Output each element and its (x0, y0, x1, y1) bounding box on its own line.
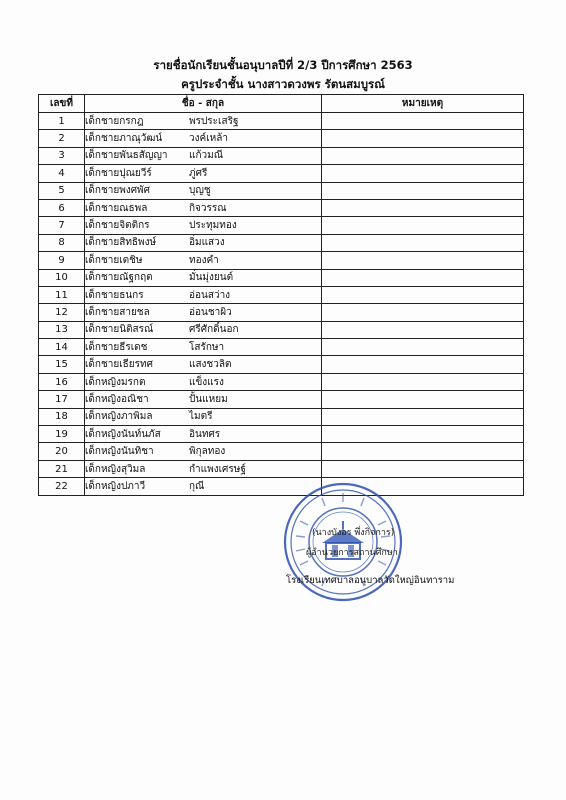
student-remark (322, 391, 524, 408)
student-name-cell (85, 113, 322, 130)
student-name-cell (85, 182, 322, 199)
table-row (39, 182, 524, 199)
student-remark (322, 165, 524, 182)
student-name-cell (85, 269, 322, 286)
student-number: 15 (39, 356, 85, 373)
student-number: 7 (39, 217, 85, 234)
student-number: 22 (39, 478, 85, 495)
student-number: 19 (39, 426, 85, 443)
table-row (39, 478, 524, 495)
student-last-name: มั่นมุ่งยนต์ (189, 272, 234, 284)
student-first-name: เด็กชายจิตติกร (85, 220, 150, 232)
student-first-name: เด็กหญิงปภาวี (85, 480, 146, 492)
student-remark (322, 234, 524, 251)
student-name-cell (85, 373, 322, 390)
student-number: 6 (39, 199, 85, 216)
student-remark (322, 443, 524, 460)
student-first-name: เด็กหญิงภาพิมล (85, 411, 153, 423)
table-row (39, 234, 524, 251)
student-name-cell (85, 286, 322, 303)
student-first-name: เด็กชายณธพล (85, 202, 148, 214)
student-first-name: เด็กชายสายชล (85, 306, 150, 318)
student-number: 9 (39, 252, 85, 269)
student-name-cell (85, 321, 322, 338)
student-last-name: อิ่มแสวง (189, 237, 225, 249)
student-last-name: วงค์เหล้า (189, 133, 228, 145)
student-last-name: อินทศร (189, 428, 221, 440)
table-row (39, 408, 524, 425)
table-row (39, 443, 524, 460)
table-row (39, 339, 524, 356)
student-first-name: เด็กชายธนกร (85, 289, 144, 301)
student-remark (322, 269, 524, 286)
student-number: 20 (39, 443, 85, 460)
student-first-name: เด็กชายปุณยวีร์ (85, 167, 152, 179)
document-title: รายชื่อนักเรียนชั้นอนุบาลปีที่ 2/3 ปีการศึกษา 2563 (153, 58, 413, 72)
table-row (39, 356, 524, 373)
student-last-name: ทองคำ (189, 254, 219, 266)
student-last-name: อ่อนสว่าง (189, 289, 231, 301)
student-last-name: โสรักษา (189, 341, 225, 353)
student-name-cell (85, 460, 322, 477)
student-number: 5 (39, 182, 85, 199)
student-remark (322, 182, 524, 199)
student-last-name: อ่อนชาผิว (189, 306, 232, 318)
student-last-name: ภู่ศรี (189, 167, 208, 179)
student-number: 17 (39, 391, 85, 408)
student-number: 2 (39, 130, 85, 147)
student-remark (322, 252, 524, 269)
student-first-name: เด็กชายพงศพัศ (85, 185, 150, 197)
student-last-name: ปั้นแหยม (189, 393, 228, 405)
student-number: 3 (39, 147, 85, 164)
student-last-name: แก้วมณี (189, 150, 223, 162)
student-number: 4 (39, 165, 85, 182)
student-remark (322, 286, 524, 303)
student-name-cell (85, 339, 322, 356)
student-number: 11 (39, 286, 85, 303)
student-number: 13 (39, 321, 85, 338)
student-first-name: เด็กชายพันธสัญญา (85, 150, 168, 162)
table-row (39, 147, 524, 164)
student-first-name: เด็กชายธีรเดช (85, 341, 148, 353)
column-header-remark: หมายเหตุ (322, 95, 524, 113)
table-row (39, 460, 524, 477)
table-row (39, 391, 524, 408)
table-row (39, 165, 524, 182)
table-row (39, 269, 524, 286)
student-name-cell (85, 443, 322, 460)
student-last-name: แข็งแรง (189, 376, 224, 388)
table-row (39, 217, 524, 234)
student-roster-table (38, 94, 524, 496)
student-last-name: กำแพงเศรษฐ์ (189, 463, 246, 475)
student-remark (322, 339, 524, 356)
student-remark (322, 460, 524, 477)
student-first-name: เด็กหญิงอณิชา (85, 393, 149, 405)
student-name-cell (85, 252, 322, 269)
student-last-name: แสงชวลิต (189, 359, 232, 371)
signatory-name: (นางบังอร พึ่งกิจการ) (312, 528, 395, 538)
roster-body (39, 113, 524, 496)
student-remark (322, 373, 524, 390)
student-last-name: ไมตรี (189, 411, 213, 423)
student-name-cell (85, 391, 322, 408)
student-number: 12 (39, 304, 85, 321)
table-row (39, 321, 524, 338)
school-name: โรงเรียนเทศบาลอนุบาลวัดใหญ่อินทาราม (286, 575, 455, 586)
student-first-name: เด็กชายภาณุวัฒน์ (85, 133, 163, 145)
student-first-name: เด็กหญิงนันทิชา (85, 446, 154, 458)
student-first-name: เด็กชายณัฐกฤต (85, 272, 153, 284)
student-name-cell (85, 217, 322, 234)
student-last-name: กิจวรรณ (189, 202, 227, 214)
student-remark (322, 321, 524, 338)
student-number: 14 (39, 339, 85, 356)
student-first-name: เด็กชายสิทธิพงษ์ (85, 237, 157, 249)
student-remark (322, 356, 524, 373)
student-name-cell (85, 130, 322, 147)
student-last-name: ประทุมทอง (189, 220, 237, 232)
table-row (39, 130, 524, 147)
student-name-cell (85, 165, 322, 182)
student-last-name: พรประเสริฐ (189, 115, 239, 127)
student-name-cell (85, 147, 322, 164)
signatory-position: ผู้อำนวยการสถานศึกษา (306, 548, 398, 558)
student-name-cell (85, 426, 322, 443)
student-number: 16 (39, 373, 85, 390)
student-remark (322, 147, 524, 164)
homeroom-teacher: ครูประจำชั้น นางสาวดวงพร รัตนสมบูรณ์ (181, 77, 385, 91)
table-row (39, 199, 524, 216)
table-row (39, 113, 524, 130)
student-name-cell (85, 356, 322, 373)
column-header-name: ชื่อ - สกุล (85, 95, 322, 113)
student-first-name: เด็กหญิงมรกต (85, 376, 146, 388)
student-remark (322, 199, 524, 216)
student-name-cell (85, 408, 322, 425)
student-name-cell (85, 199, 322, 216)
student-name-cell (85, 234, 322, 251)
table-row (39, 252, 524, 269)
student-first-name: เด็กชายกรกฎ (85, 115, 144, 127)
student-remark (322, 130, 524, 147)
student-number: 8 (39, 234, 85, 251)
student-remark (322, 113, 524, 130)
student-name-cell (85, 304, 322, 321)
student-remark (322, 426, 524, 443)
student-number: 10 (39, 269, 85, 286)
student-first-name: เด็กหญิงนันท์นภัส (85, 428, 161, 440)
student-last-name: กุณี (189, 480, 205, 492)
student-first-name: เด็กหญิงสุวิมล (85, 463, 146, 475)
student-remark (322, 408, 524, 425)
student-first-name: เด็กชายเธียรทศ (85, 359, 153, 371)
table-row (39, 426, 524, 443)
table-row (39, 373, 524, 390)
column-header-number: เลขที่ (39, 95, 85, 113)
student-number: 21 (39, 460, 85, 477)
table-header-row (39, 95, 524, 113)
student-last-name: ศรีศักดิ์นอก (189, 324, 239, 336)
table-row (39, 304, 524, 321)
student-number: 1 (39, 113, 85, 130)
student-remark (322, 217, 524, 234)
student-first-name: เด็กชายเตชิษ (85, 254, 143, 266)
student-last-name: บุญชู (189, 185, 211, 197)
student-remark (322, 304, 524, 321)
table-row (39, 286, 524, 303)
student-number: 18 (39, 408, 85, 425)
student-first-name: เด็กชายนิติสรณ์ (85, 324, 154, 336)
student-last-name: พิกุลทอง (189, 446, 226, 458)
